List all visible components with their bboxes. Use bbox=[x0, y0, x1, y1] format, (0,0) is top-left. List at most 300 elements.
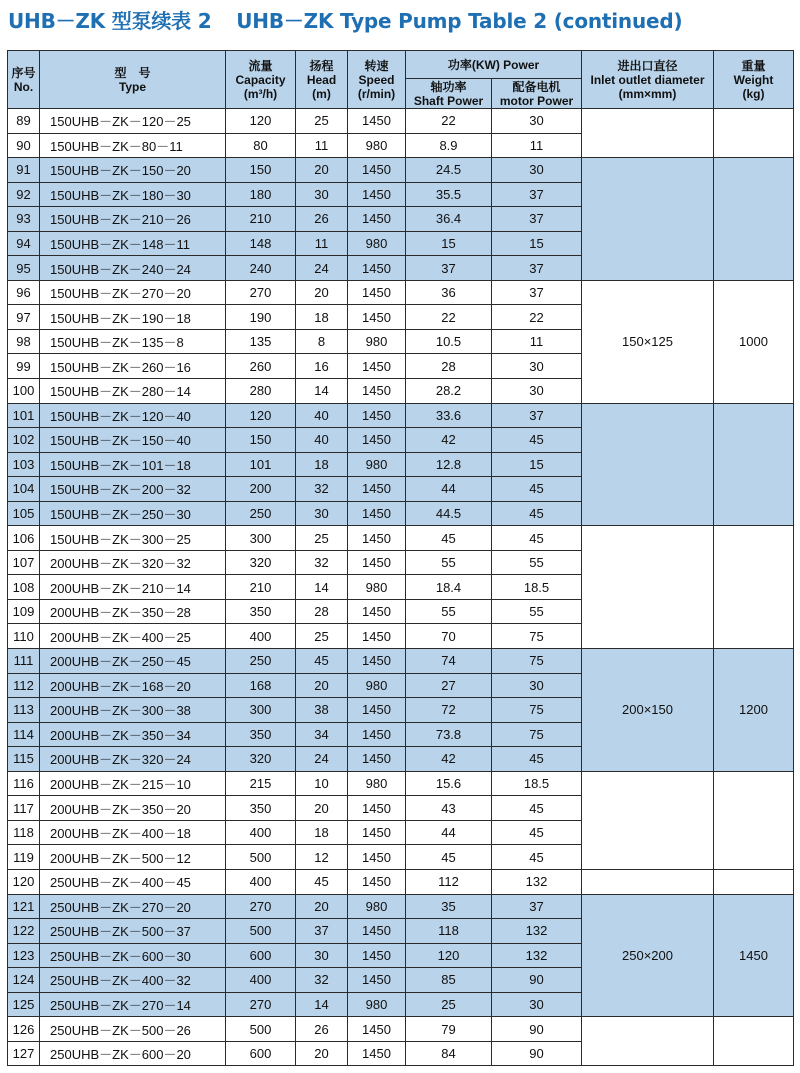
cell-shaft: 44 bbox=[406, 477, 492, 502]
cell-type: 150UHB－ZK－300－25 bbox=[40, 526, 226, 551]
cell-no: 97 bbox=[8, 305, 40, 330]
cell-weight bbox=[714, 1017, 794, 1066]
cell-speed: 1450 bbox=[348, 501, 406, 526]
cell-shaft: 33.6 bbox=[406, 403, 492, 428]
cell-no: 90 bbox=[8, 133, 40, 158]
cell-shaft: 35 bbox=[406, 894, 492, 919]
cell-type: 200UHB－ZK－320－32 bbox=[40, 550, 226, 575]
cell-head: 25 bbox=[296, 109, 348, 134]
table-row bbox=[8, 869, 794, 894]
cell-motor: 75 bbox=[492, 649, 582, 674]
pump-table bbox=[7, 50, 794, 1066]
cell-no: 95 bbox=[8, 256, 40, 281]
cell-capacity: 190 bbox=[226, 305, 296, 330]
cell-motor: 132 bbox=[492, 943, 582, 968]
cell-capacity: 215 bbox=[226, 771, 296, 796]
cell-speed: 1450 bbox=[348, 869, 406, 894]
cell-head: 14 bbox=[296, 379, 348, 404]
header-shaft-power: 轴功率 Shaft Power bbox=[406, 79, 492, 109]
table-row bbox=[8, 894, 794, 919]
cell-capacity: 120 bbox=[226, 403, 296, 428]
cell-no: 112 bbox=[8, 673, 40, 698]
cell-head: 20 bbox=[296, 158, 348, 183]
header-weight: 重量 Weight (kg) bbox=[714, 51, 794, 109]
cell-head: 26 bbox=[296, 1017, 348, 1042]
cell-no: 113 bbox=[8, 698, 40, 723]
cell-speed: 980 bbox=[348, 452, 406, 477]
cell-motor: 11 bbox=[492, 329, 582, 354]
cell-shaft: 15 bbox=[406, 231, 492, 256]
cell-type: 150UHB－ZK－240－24 bbox=[40, 256, 226, 281]
cell-motor: 90 bbox=[492, 1041, 582, 1066]
cell-capacity: 148 bbox=[226, 231, 296, 256]
cell-no: 121 bbox=[8, 894, 40, 919]
cell-capacity: 280 bbox=[226, 379, 296, 404]
cell-speed: 1450 bbox=[348, 943, 406, 968]
cell-type: 200UHB－ZK－300－38 bbox=[40, 698, 226, 723]
cell-type: 250UHB－ZK－270－20 bbox=[40, 894, 226, 919]
cell-head: 12 bbox=[296, 845, 348, 870]
cell-capacity: 270 bbox=[226, 992, 296, 1017]
cell-capacity: 400 bbox=[226, 820, 296, 845]
page-title-en: UHB－ZK Type Pump Table 2 (continued) bbox=[236, 9, 683, 33]
cell-shaft: 43 bbox=[406, 796, 492, 821]
cell-shaft: 18.4 bbox=[406, 575, 492, 600]
cell-speed: 980 bbox=[348, 992, 406, 1017]
cell-head: 30 bbox=[296, 943, 348, 968]
cell-type: 150UHB－ZK－150－20 bbox=[40, 158, 226, 183]
cell-weight: 1000 bbox=[714, 280, 794, 403]
cell-capacity: 250 bbox=[226, 501, 296, 526]
cell-head: 8 bbox=[296, 329, 348, 354]
cell-type: 200UHB－ZK－500－12 bbox=[40, 845, 226, 870]
cell-capacity: 400 bbox=[226, 869, 296, 894]
cell-no: 99 bbox=[8, 354, 40, 379]
cell-shaft: 10.5 bbox=[406, 329, 492, 354]
cell-motor: 55 bbox=[492, 550, 582, 575]
cell-motor: 37 bbox=[492, 894, 582, 919]
cell-speed: 1450 bbox=[348, 845, 406, 870]
header-capacity: 流量 Capacity (m³/h) bbox=[226, 51, 296, 109]
cell-motor: 45 bbox=[492, 747, 582, 772]
cell-head: 32 bbox=[296, 550, 348, 575]
cell-speed: 1450 bbox=[348, 354, 406, 379]
cell-motor: 45 bbox=[492, 845, 582, 870]
cell-head: 14 bbox=[296, 992, 348, 1017]
cell-motor: 37 bbox=[492, 182, 582, 207]
cell-weight bbox=[714, 869, 794, 894]
cell-shaft: 15.6 bbox=[406, 771, 492, 796]
cell-speed: 980 bbox=[348, 329, 406, 354]
cell-no: 89 bbox=[8, 109, 40, 134]
table-row bbox=[8, 158, 794, 183]
cell-type: 150UHB－ZK－148－11 bbox=[40, 231, 226, 256]
cell-type: 200UHB－ZK－350－34 bbox=[40, 722, 226, 747]
cell-head: 18 bbox=[296, 820, 348, 845]
cell-motor: 45 bbox=[492, 477, 582, 502]
cell-speed: 980 bbox=[348, 133, 406, 158]
cell-capacity: 180 bbox=[226, 182, 296, 207]
cell-capacity: 400 bbox=[226, 624, 296, 649]
cell-head: 34 bbox=[296, 722, 348, 747]
cell-no: 101 bbox=[8, 403, 40, 428]
cell-type: 200UHB－ZK－400－18 bbox=[40, 820, 226, 845]
cell-head: 40 bbox=[296, 428, 348, 453]
cell-motor: 132 bbox=[492, 919, 582, 944]
cell-shaft: 120 bbox=[406, 943, 492, 968]
header-type: 型 号 Type bbox=[40, 51, 226, 109]
cell-no: 110 bbox=[8, 624, 40, 649]
cell-no: 122 bbox=[8, 919, 40, 944]
cell-speed: 980 bbox=[348, 894, 406, 919]
cell-diameter bbox=[582, 403, 714, 526]
cell-speed: 1450 bbox=[348, 1017, 406, 1042]
cell-head: 20 bbox=[296, 280, 348, 305]
cell-no: 119 bbox=[8, 845, 40, 870]
cell-capacity: 350 bbox=[226, 796, 296, 821]
cell-capacity: 210 bbox=[226, 207, 296, 232]
cell-shaft: 55 bbox=[406, 599, 492, 624]
cell-speed: 1450 bbox=[348, 698, 406, 723]
cell-capacity: 320 bbox=[226, 747, 296, 772]
cell-head: 45 bbox=[296, 869, 348, 894]
cell-no: 91 bbox=[8, 158, 40, 183]
cell-diameter: 150×125 bbox=[582, 280, 714, 403]
cell-speed: 1450 bbox=[348, 599, 406, 624]
cell-type: 250UHB－ZK－500－37 bbox=[40, 919, 226, 944]
cell-speed: 1450 bbox=[348, 379, 406, 404]
cell-motor: 75 bbox=[492, 624, 582, 649]
header-no: 序号 No. bbox=[8, 51, 40, 109]
cell-speed: 980 bbox=[348, 231, 406, 256]
cell-weight bbox=[714, 109, 794, 158]
page-title bbox=[8, 6, 792, 36]
cell-shaft: 55 bbox=[406, 550, 492, 575]
cell-speed: 1450 bbox=[348, 280, 406, 305]
cell-capacity: 240 bbox=[226, 256, 296, 281]
cell-type: 200UHB－ZK－350－28 bbox=[40, 599, 226, 624]
cell-speed: 1450 bbox=[348, 1041, 406, 1066]
cell-capacity: 210 bbox=[226, 575, 296, 600]
cell-shaft: 28.2 bbox=[406, 379, 492, 404]
cell-weight bbox=[714, 158, 794, 281]
cell-weight bbox=[714, 403, 794, 526]
cell-type: 150UHB－ZK－101－18 bbox=[40, 452, 226, 477]
cell-head: 24 bbox=[296, 256, 348, 281]
cell-capacity: 600 bbox=[226, 943, 296, 968]
cell-motor: 18.5 bbox=[492, 771, 582, 796]
cell-speed: 1450 bbox=[348, 526, 406, 551]
cell-type: 200UHB－ZK－320－24 bbox=[40, 747, 226, 772]
cell-motor: 37 bbox=[492, 280, 582, 305]
cell-type: 200UHB－ZK－210－14 bbox=[40, 575, 226, 600]
cell-speed: 1450 bbox=[348, 796, 406, 821]
cell-shaft: 25 bbox=[406, 992, 492, 1017]
cell-shaft: 118 bbox=[406, 919, 492, 944]
cell-no: 94 bbox=[8, 231, 40, 256]
cell-capacity: 168 bbox=[226, 673, 296, 698]
cell-no: 127 bbox=[8, 1041, 40, 1066]
cell-shaft: 79 bbox=[406, 1017, 492, 1042]
cell-speed: 1450 bbox=[348, 550, 406, 575]
cell-no: 125 bbox=[8, 992, 40, 1017]
cell-shaft: 42 bbox=[406, 747, 492, 772]
cell-type: 200UHB－ZK－350－20 bbox=[40, 796, 226, 821]
cell-motor: 15 bbox=[492, 231, 582, 256]
cell-speed: 1450 bbox=[348, 968, 406, 993]
cell-head: 40 bbox=[296, 403, 348, 428]
cell-capacity: 300 bbox=[226, 698, 296, 723]
header-speed: 转速 Speed (r/min) bbox=[348, 51, 406, 109]
cell-type: 150UHB－ZK－190－18 bbox=[40, 305, 226, 330]
cell-shaft: 44.5 bbox=[406, 501, 492, 526]
cell-type: 200UHB－ZK－215－10 bbox=[40, 771, 226, 796]
header-diameter: 进出口直径 Inlet outlet diameter (mm×mm) bbox=[582, 51, 714, 109]
cell-speed: 1450 bbox=[348, 158, 406, 183]
cell-speed: 1450 bbox=[348, 256, 406, 281]
cell-type: 250UHB－ZK－400－45 bbox=[40, 869, 226, 894]
cell-motor: 45 bbox=[492, 501, 582, 526]
cell-no: 104 bbox=[8, 477, 40, 502]
cell-speed: 1450 bbox=[348, 722, 406, 747]
table-body bbox=[8, 109, 794, 1066]
cell-type: 200UHB－ZK－168－20 bbox=[40, 673, 226, 698]
cell-speed: 1450 bbox=[348, 624, 406, 649]
cell-shaft: 70 bbox=[406, 624, 492, 649]
cell-head: 18 bbox=[296, 305, 348, 330]
cell-motor: 37 bbox=[492, 403, 582, 428]
header-power: 功率(KW) Power bbox=[406, 51, 582, 79]
cell-speed: 1450 bbox=[348, 820, 406, 845]
cell-shaft: 72 bbox=[406, 698, 492, 723]
cell-no: 111 bbox=[8, 649, 40, 674]
cell-capacity: 500 bbox=[226, 845, 296, 870]
cell-type: 150UHB－ZK－270－20 bbox=[40, 280, 226, 305]
cell-head: 14 bbox=[296, 575, 348, 600]
cell-head: 30 bbox=[296, 182, 348, 207]
cell-shaft: 8.9 bbox=[406, 133, 492, 158]
cell-type: 150UHB－ZK－280－14 bbox=[40, 379, 226, 404]
header-motor-power: 配备电机 motor Power bbox=[492, 79, 582, 109]
cell-no: 100 bbox=[8, 379, 40, 404]
cell-type: 150UHB－ZK－210－26 bbox=[40, 207, 226, 232]
cell-capacity: 80 bbox=[226, 133, 296, 158]
cell-no: 115 bbox=[8, 747, 40, 772]
cell-motor: 45 bbox=[492, 526, 582, 551]
cell-motor: 30 bbox=[492, 158, 582, 183]
cell-speed: 1450 bbox=[348, 919, 406, 944]
cell-diameter bbox=[582, 1017, 714, 1066]
cell-type: 250UHB－ZK－500－26 bbox=[40, 1017, 226, 1042]
table-header bbox=[8, 51, 794, 109]
cell-no: 124 bbox=[8, 968, 40, 993]
cell-type: 250UHB－ZK－400－32 bbox=[40, 968, 226, 993]
cell-motor: 30 bbox=[492, 109, 582, 134]
cell-shaft: 36.4 bbox=[406, 207, 492, 232]
cell-shaft: 22 bbox=[406, 109, 492, 134]
cell-head: 16 bbox=[296, 354, 348, 379]
cell-no: 108 bbox=[8, 575, 40, 600]
cell-motor: 37 bbox=[492, 207, 582, 232]
cell-capacity: 150 bbox=[226, 158, 296, 183]
cell-speed: 1450 bbox=[348, 747, 406, 772]
cell-diameter bbox=[582, 109, 714, 158]
cell-speed: 980 bbox=[348, 771, 406, 796]
cell-head: 30 bbox=[296, 501, 348, 526]
cell-diameter: 200×150 bbox=[582, 649, 714, 772]
cell-capacity: 300 bbox=[226, 526, 296, 551]
cell-head: 20 bbox=[296, 894, 348, 919]
cell-weight: 1200 bbox=[714, 649, 794, 772]
cell-type: 150UHB－ZK－180－30 bbox=[40, 182, 226, 207]
cell-motor: 30 bbox=[492, 992, 582, 1017]
cell-type: 150UHB－ZK－150－40 bbox=[40, 428, 226, 453]
cell-shaft: 35.5 bbox=[406, 182, 492, 207]
table-row bbox=[8, 771, 794, 796]
cell-capacity: 250 bbox=[226, 649, 296, 674]
cell-no: 126 bbox=[8, 1017, 40, 1042]
cell-type: 200UHB－ZK－400－25 bbox=[40, 624, 226, 649]
cell-head: 25 bbox=[296, 624, 348, 649]
cell-capacity: 150 bbox=[226, 428, 296, 453]
cell-head: 20 bbox=[296, 796, 348, 821]
cell-shaft: 28 bbox=[406, 354, 492, 379]
cell-no: 114 bbox=[8, 722, 40, 747]
cell-motor: 45 bbox=[492, 796, 582, 821]
cell-capacity: 320 bbox=[226, 550, 296, 575]
cell-speed: 1450 bbox=[348, 403, 406, 428]
cell-head: 20 bbox=[296, 673, 348, 698]
cell-shaft: 44 bbox=[406, 820, 492, 845]
cell-head: 20 bbox=[296, 1041, 348, 1066]
cell-motor: 45 bbox=[492, 820, 582, 845]
cell-no: 96 bbox=[8, 280, 40, 305]
cell-diameter bbox=[582, 526, 714, 649]
cell-shaft: 36 bbox=[406, 280, 492, 305]
cell-no: 123 bbox=[8, 943, 40, 968]
cell-shaft: 73.8 bbox=[406, 722, 492, 747]
cell-weight: 1450 bbox=[714, 894, 794, 1017]
cell-motor: 30 bbox=[492, 379, 582, 404]
cell-diameter bbox=[582, 158, 714, 281]
cell-speed: 1450 bbox=[348, 477, 406, 502]
cell-head: 28 bbox=[296, 599, 348, 624]
table-row bbox=[8, 526, 794, 551]
cell-type: 150UHB－ZK－250－30 bbox=[40, 501, 226, 526]
cell-capacity: 350 bbox=[226, 599, 296, 624]
cell-motor: 22 bbox=[492, 305, 582, 330]
cell-motor: 15 bbox=[492, 452, 582, 477]
cell-speed: 1450 bbox=[348, 109, 406, 134]
cell-head: 32 bbox=[296, 968, 348, 993]
cell-no: 107 bbox=[8, 550, 40, 575]
cell-capacity: 400 bbox=[226, 968, 296, 993]
cell-shaft: 112 bbox=[406, 869, 492, 894]
cell-capacity: 101 bbox=[226, 452, 296, 477]
cell-motor: 75 bbox=[492, 698, 582, 723]
cell-capacity: 270 bbox=[226, 280, 296, 305]
cell-diameter: 250×200 bbox=[582, 894, 714, 1017]
cell-head: 26 bbox=[296, 207, 348, 232]
cell-shaft: 27 bbox=[406, 673, 492, 698]
cell-shaft: 22 bbox=[406, 305, 492, 330]
cell-no: 92 bbox=[8, 182, 40, 207]
table-row bbox=[8, 1017, 794, 1042]
cell-head: 45 bbox=[296, 649, 348, 674]
table-row bbox=[8, 649, 794, 674]
cell-capacity: 135 bbox=[226, 329, 296, 354]
cell-head: 11 bbox=[296, 133, 348, 158]
cell-capacity: 500 bbox=[226, 919, 296, 944]
cell-type: 150UHB－ZK－120－40 bbox=[40, 403, 226, 428]
cell-type: 150UHB－ZK－200－32 bbox=[40, 477, 226, 502]
cell-capacity: 500 bbox=[226, 1017, 296, 1042]
cell-no: 102 bbox=[8, 428, 40, 453]
cell-type: 250UHB－ZK－270－14 bbox=[40, 992, 226, 1017]
cell-no: 116 bbox=[8, 771, 40, 796]
cell-head: 24 bbox=[296, 747, 348, 772]
cell-no: 109 bbox=[8, 599, 40, 624]
cell-shaft: 74 bbox=[406, 649, 492, 674]
cell-no: 117 bbox=[8, 796, 40, 821]
cell-shaft: 24.5 bbox=[406, 158, 492, 183]
cell-motor: 30 bbox=[492, 673, 582, 698]
cell-speed: 980 bbox=[348, 575, 406, 600]
cell-motor: 45 bbox=[492, 428, 582, 453]
cell-motor: 30 bbox=[492, 354, 582, 379]
cell-type: 150UHB－ZK－135－8 bbox=[40, 329, 226, 354]
cell-shaft: 42 bbox=[406, 428, 492, 453]
cell-motor: 90 bbox=[492, 968, 582, 993]
cell-no: 103 bbox=[8, 452, 40, 477]
table-row bbox=[8, 280, 794, 305]
cell-capacity: 120 bbox=[226, 109, 296, 134]
cell-head: 10 bbox=[296, 771, 348, 796]
cell-head: 18 bbox=[296, 452, 348, 477]
cell-head: 25 bbox=[296, 526, 348, 551]
cell-motor: 11 bbox=[492, 133, 582, 158]
cell-speed: 1450 bbox=[348, 649, 406, 674]
cell-no: 98 bbox=[8, 329, 40, 354]
cell-shaft: 45 bbox=[406, 526, 492, 551]
cell-weight bbox=[714, 526, 794, 649]
cell-speed: 980 bbox=[348, 673, 406, 698]
cell-no: 120 bbox=[8, 869, 40, 894]
table-row bbox=[8, 403, 794, 428]
cell-speed: 1450 bbox=[348, 182, 406, 207]
cell-speed: 1450 bbox=[348, 428, 406, 453]
cell-shaft: 85 bbox=[406, 968, 492, 993]
cell-no: 118 bbox=[8, 820, 40, 845]
cell-shaft: 12.8 bbox=[406, 452, 492, 477]
cell-motor: 90 bbox=[492, 1017, 582, 1042]
cell-speed: 1450 bbox=[348, 305, 406, 330]
cell-diameter bbox=[582, 771, 714, 869]
cell-type: 150UHB－ZK－80－11 bbox=[40, 133, 226, 158]
cell-weight bbox=[714, 771, 794, 869]
cell-head: 38 bbox=[296, 698, 348, 723]
cell-capacity: 200 bbox=[226, 477, 296, 502]
cell-type: 250UHB－ZK－600－20 bbox=[40, 1041, 226, 1066]
page-title-cn: UHB－ZK 型泵续表 2 bbox=[8, 9, 212, 33]
cell-motor: 75 bbox=[492, 722, 582, 747]
cell-shaft: 45 bbox=[406, 845, 492, 870]
cell-shaft: 37 bbox=[406, 256, 492, 281]
cell-motor: 55 bbox=[492, 599, 582, 624]
cell-shaft: 84 bbox=[406, 1041, 492, 1066]
cell-no: 93 bbox=[8, 207, 40, 232]
cell-speed: 1450 bbox=[348, 207, 406, 232]
